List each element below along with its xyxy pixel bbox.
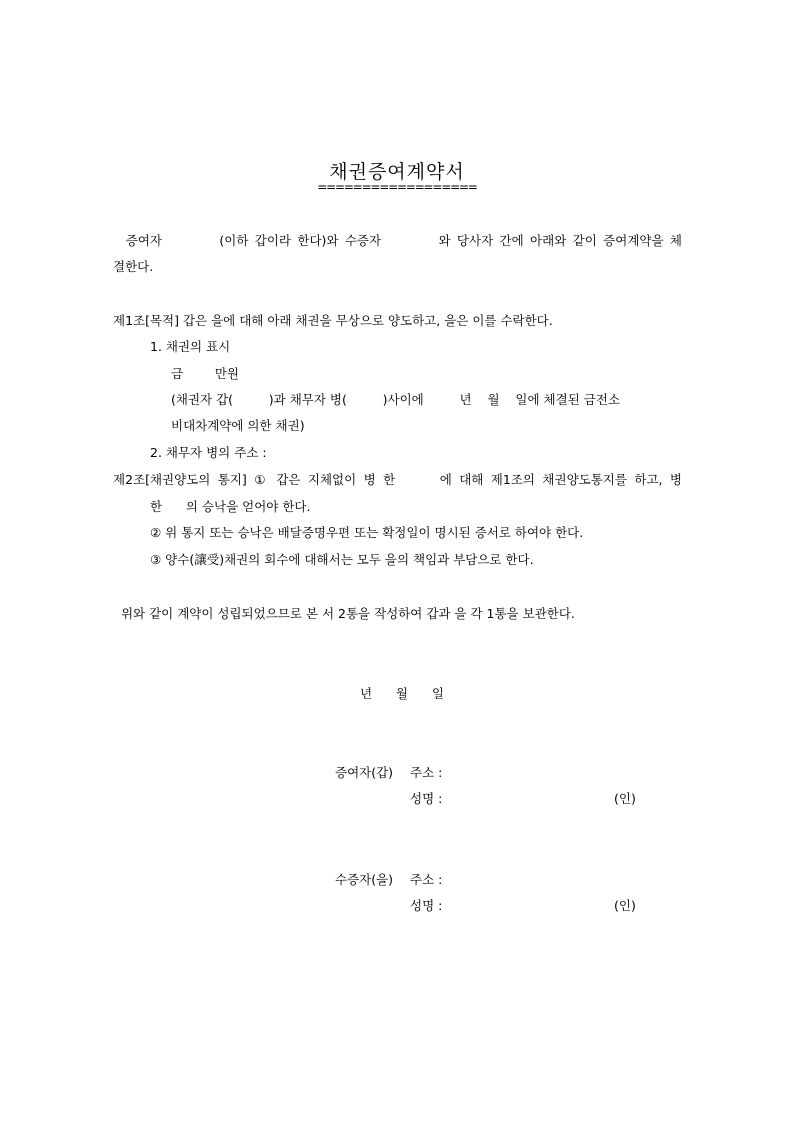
intro-line-2: 결한다. (113, 259, 154, 274)
donor-role: 증여자(갑) (335, 765, 394, 780)
donee-seal: (인) (614, 898, 636, 913)
donee-name-label: 성명 : (410, 898, 443, 913)
article2-item-3: ③ 양수(讓受)채권의 회수에 대해서는 모두 을의 책임과 부담으로 한다. (150, 552, 534, 567)
donee-role: 수증자(을) (335, 872, 394, 887)
article2-item-2: ② 위 통지 또는 승낙은 배달증명우편 또는 확정일이 명시된 증서로 하여야 한다. (150, 525, 584, 540)
donor-seal: (인) (614, 791, 636, 806)
article1-detail-line-2: 비대차계약에 의한 채권) (171, 418, 305, 433)
article1-item2-label: 2. 채무자 병의 주소 : (150, 445, 267, 460)
article1-heading: 제1조[목적] 갑은 을에 대해 아래 채권을 무상으로 양도하고, 을은 이를 수락한다. (113, 313, 553, 328)
intro-line-1: 증여자 (이하 갑이라 한다)와 수증자 와 당사자 간에 아래와 같이 증여계약을 체 (113, 233, 682, 248)
article1-amount: 금 만원 (171, 366, 240, 381)
article1-detail-line-1: (채권자 갑( )과 채무자 병( )사이에 년 월 일에 체결된 금전소 (171, 392, 620, 407)
donor-address-label: 주소 : (410, 765, 443, 780)
donee-address-label: 주소 : (410, 872, 443, 887)
document-title: 채권증여계약서 (329, 161, 465, 183)
article1-item1-label: 1. 채권의 표시 (150, 339, 231, 354)
closing-statement: 위와 같이 계약이 성립되었으므로 본 서 2통을 작성하여 갑과 을 각 1통을 보관한다. (113, 606, 575, 621)
title-underline: ================== (317, 180, 477, 194)
contract-date: 년 월 일 (360, 686, 444, 701)
article2-line-1: 제2조[채권양도의 통지] ① 갑은 지체없이 병 한 에 대해 제1조의 채권양도통지를 하고, 병 (113, 472, 682, 487)
donor-name-label: 성명 : (410, 791, 443, 806)
article2-line-2: 한 의 승낙을 얻어야 한다. (150, 499, 311, 514)
